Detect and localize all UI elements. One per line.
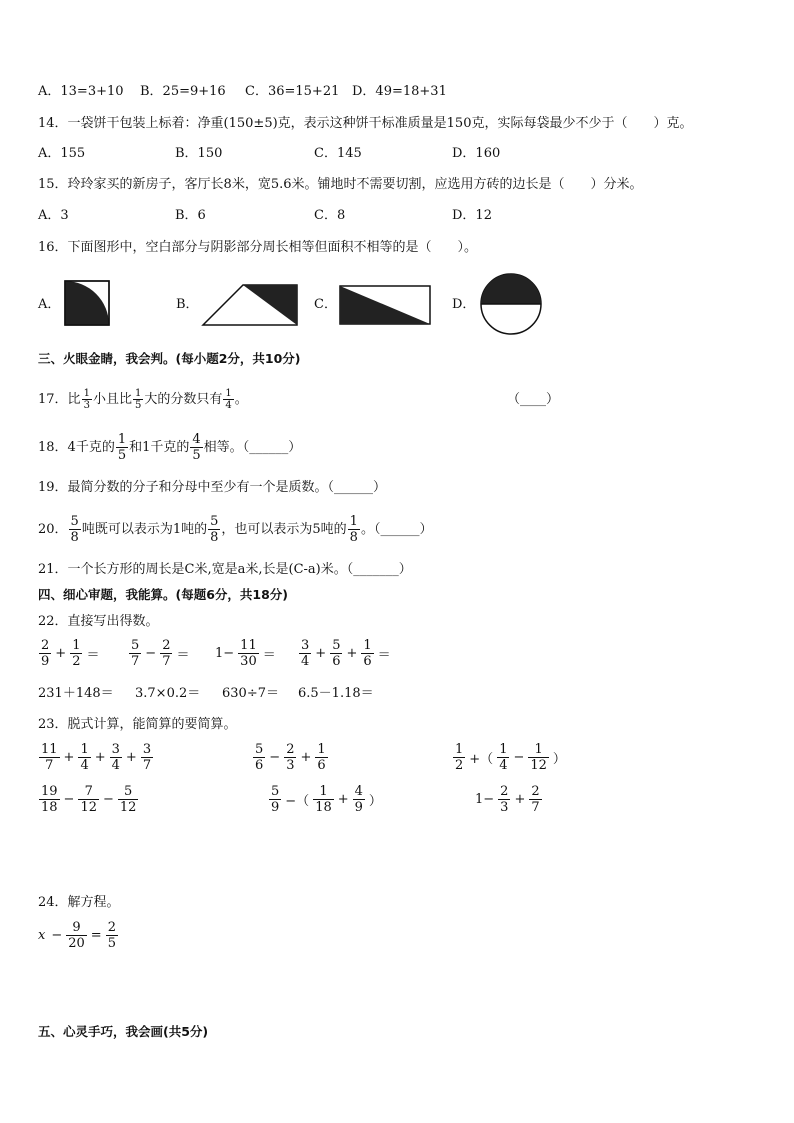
q16-figure-d-circle [476, 272, 546, 338]
q22-expression-4: $\frac{3}{4}$ + $\frac{5}{6}$ + $\frac{1}{6}$ ＝ [301, 638, 391, 669]
q22-title: 22．直接写出得数。 [38, 614, 159, 629]
q17-answer-blank[interactable]: （____） [507, 392, 560, 407]
q23-expression-4: $\frac{19}{18}$ − $\frac{7}{12}$ − $\frac{5}{12}$ [41, 784, 137, 815]
q21-statement: 21．一个长方形的周长是C米,宽是a米,长是(C-a)米。（_______） [38, 562, 412, 577]
q16-text: 16．下面图形中，空白部分与阴影部分周长相等但面积不相等的是（ ）。 [38, 240, 478, 255]
q22-expression-5: 231＋148＝ [38, 686, 114, 701]
q20-fraction-1: $\frac{5}{8}$ [70, 514, 79, 545]
q22-expression-7: 630÷7＝ [222, 686, 279, 701]
q18-text-b: 和1千克的 [129, 440, 190, 455]
q22-expression-3: 1− $\frac{11}{30}$ ＝ [215, 638, 276, 669]
q18-statement [38, 432, 301, 463]
q22-expression-6: 3.7×0.2＝ [135, 686, 201, 701]
q16-label-a: A． [38, 297, 61, 312]
section-3-heading: 三、火眼金睛，我会判。(每小题2分，共10分) [38, 351, 301, 366]
q13-option-d: D．49=18+31 [352, 84, 447, 99]
q20-text-b: ，也可以表示为5吨的 [221, 522, 347, 537]
q16-label-c: C． [314, 297, 337, 312]
q18-text-c: 相等。 [203, 440, 243, 455]
q14-option-a: A．155 [38, 146, 86, 161]
q23-expression-5: $\frac{5}{9}$ −（ $\frac{1}{18}$ + $\frac{4}{9}$ ） [271, 784, 382, 815]
q20-number: 20． [38, 522, 68, 537]
q17-number: 17． [38, 392, 68, 407]
q17-text-b: 小且比 [92, 392, 132, 407]
q16-label-b: B． [176, 297, 199, 312]
q15-option-b: B．6 [175, 208, 206, 223]
q14-option-c: C．145 [314, 146, 362, 161]
q14-option-b: B．150 [175, 146, 223, 161]
section-5-heading: 五、心灵手巧，我会画(共5分) [38, 1024, 209, 1039]
q14-text: 14．一袋饼干包装上标着：净重(150±5)克，表示这种饼干标准质量是150克，实际每袋最少不少于（ ）克。 [38, 116, 693, 131]
q20-statement [38, 514, 432, 545]
q23-expression-3: $\frac{1}{2}$ +（ $\frac{1}{4}$ − $\frac{1}{12}$ ） [455, 742, 566, 773]
q17-fraction-2: $\frac{1}{5}$ [134, 388, 142, 411]
q23-title: 23．脱式计算，能简算的要简算。 [38, 717, 237, 732]
q20-answer-blank[interactable]: （______） [373, 522, 433, 537]
q24-equation: x − $\frac{9}{20}$ = $\frac{2}{5}$ [38, 920, 116, 951]
q18-answer-blank[interactable]: （______） [242, 440, 302, 455]
q22-expression-2: $\frac{5}{7}$ − $\frac{2}{7}$ ＝ [131, 638, 190, 669]
q17-text-d: 。 [234, 392, 248, 407]
q20-fraction-2: $\frac{5}{8}$ [210, 514, 219, 545]
q23-expression-2: $\frac{5}{6}$ − $\frac{2}{3}$ + $\frac{1}{6}$ [255, 742, 326, 773]
q15-option-a: A．3 [38, 208, 69, 223]
q18-text-a: 4千克的 [67, 440, 115, 455]
q17-text-a: 比 [67, 392, 81, 407]
q19-statement: 19．最简分数的分子和分母中至少有一个是质数。（______） [38, 480, 387, 495]
section-4-heading: 四、细心审题，我能算。(每题6分，共18分) [38, 587, 289, 602]
q18-fraction-1: $\frac{1}{5}$ [117, 432, 127, 463]
q24-title: 24．解方程。 [38, 895, 120, 910]
q13-option-a: A．13=3+10 [38, 84, 124, 99]
q16-figure-b-trapezoid [200, 283, 300, 327]
q14-option-d: D．160 [452, 146, 501, 161]
q15-option-c: C．8 [314, 208, 346, 223]
q16-label-d: D． [452, 297, 476, 312]
q23-expression-1: $\frac{11}{7}$ + $\frac{1}{4}$ + $\frac{3}{4}$ + $\frac{3}{7}$ [41, 742, 152, 773]
q17-statement [38, 388, 248, 411]
q20-text-c: 。 [360, 522, 374, 537]
q17-text-c: 大的分数只有 [144, 392, 223, 407]
q20-fraction-3: $\frac{1}{8}$ [349, 514, 358, 545]
q16-figure-a-quarter-circle [64, 280, 110, 326]
q22-expression-1: $\frac{2}{9}$ + $\frac{1}{2}$ ＝ [41, 638, 100, 669]
q17-fraction-3: $\frac{1}{4}$ [225, 388, 232, 411]
q23-expression-6: 1− $\frac{2}{3}$ + $\frac{2}{7}$ [475, 784, 540, 815]
q18-number: 18． [38, 440, 68, 455]
q13-option-b: B．25=9+16 [140, 84, 226, 99]
q15-option-d: D．12 [452, 208, 492, 223]
q16-figure-c-rectangle [338, 284, 432, 326]
q17-fraction-1: $\frac{1}{3}$ [83, 388, 90, 411]
q22-expression-8: 6.5－1.18＝ [298, 686, 374, 701]
q20-text-a: 吨既可以表示为1吨的 [81, 522, 208, 537]
q15-text: 15．玲玲家买的新房子，客厅长8米，宽5.6米。铺地时不需要切割，应选用方砖的边长是（ ）分米。 [38, 177, 643, 192]
q13-option-c: C．36=15+21 [245, 84, 340, 99]
q18-fraction-2: $\frac{4}{5}$ [192, 432, 201, 463]
